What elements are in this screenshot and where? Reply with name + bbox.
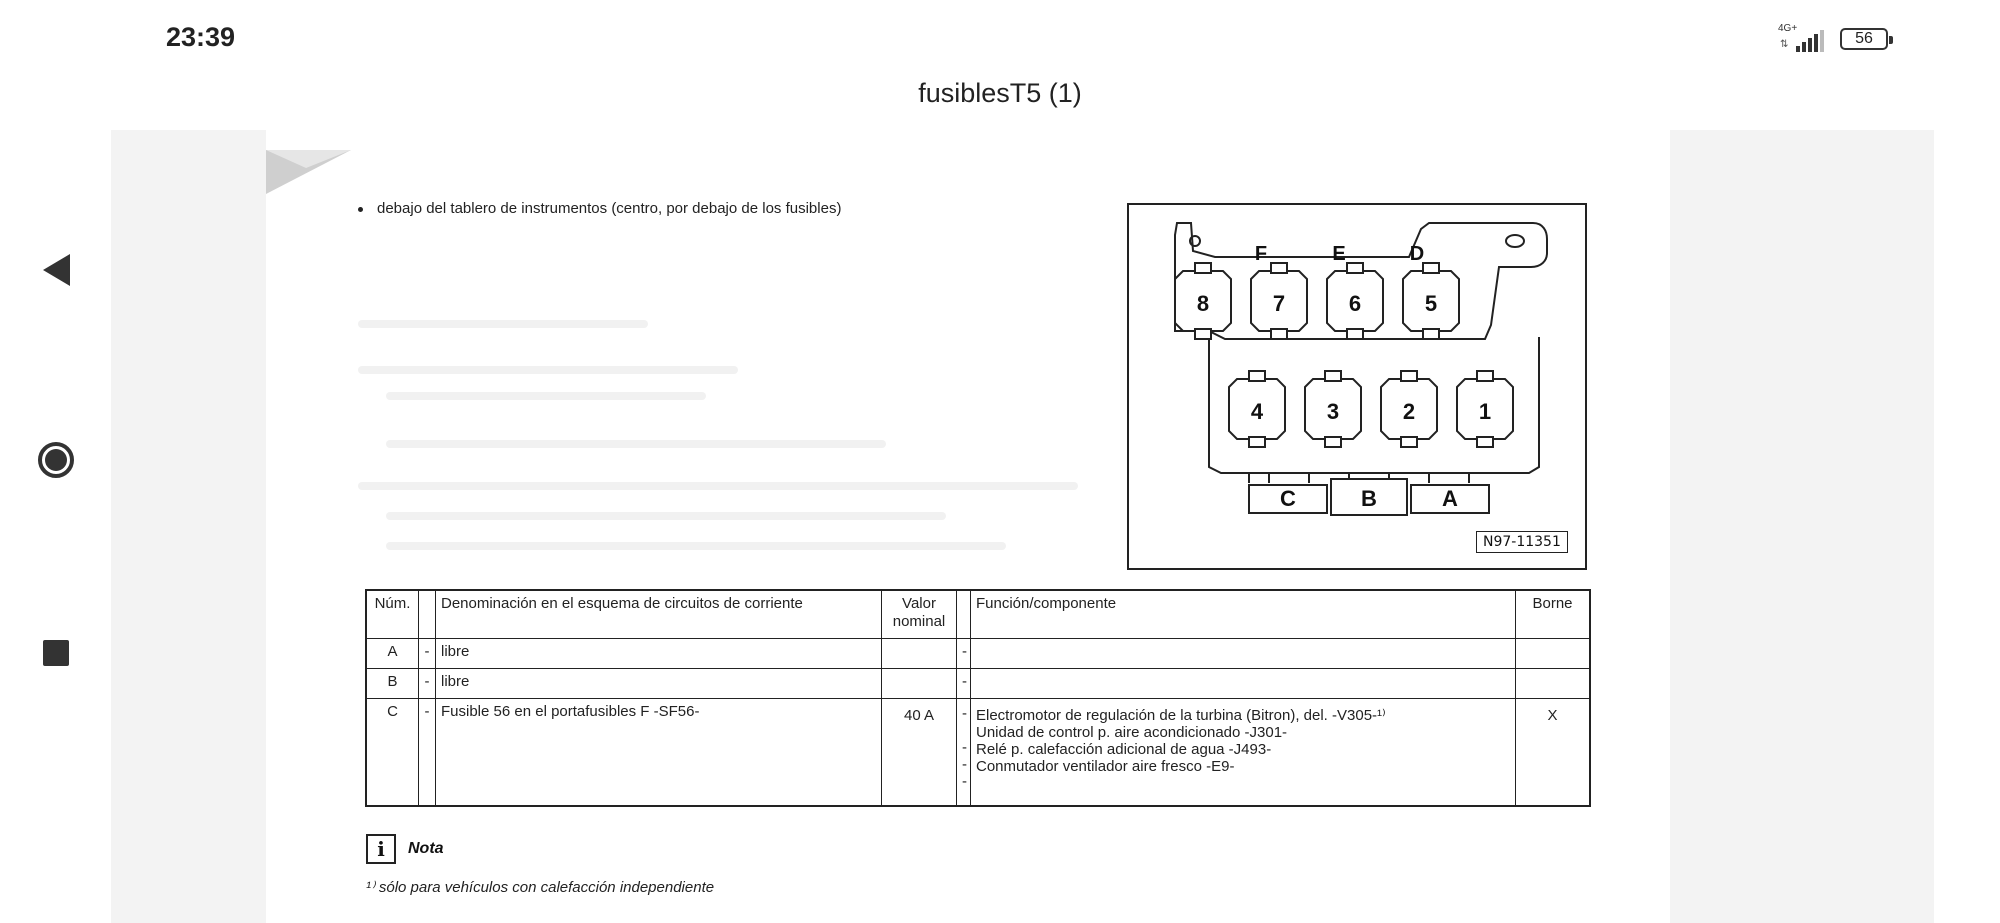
recents-icon (43, 640, 69, 666)
relay-terminal (1347, 263, 1363, 273)
table-row (367, 639, 1589, 669)
network-type: 4G+ (1778, 23, 1798, 34)
header-valor: Valor nominal (882, 591, 957, 638)
relay-terminal (1249, 437, 1265, 447)
connector-letter: C (1280, 486, 1296, 511)
cell-valor (882, 639, 957, 668)
table-row (367, 669, 1589, 699)
connector-letter: B (1361, 486, 1377, 511)
relay-terminal (1325, 371, 1341, 381)
connector-letter: A (1442, 486, 1458, 511)
cell-denominacion: libre (436, 639, 882, 668)
nota (366, 834, 444, 864)
header-borne: Borne (1532, 595, 1573, 612)
funcion-line: Unidad de control p. aire acondicionado -J301- (976, 724, 1288, 741)
cell-borne (1516, 669, 1589, 698)
page-corner-shadow (266, 148, 356, 208)
back-icon (43, 254, 70, 286)
relay-number: 5 (1424, 291, 1438, 316)
footnote: ¹⁾ sólo para vehículos con calefacción independiente (366, 879, 715, 896)
diagram-reference-code: N97-11351 (1476, 531, 1568, 553)
fuse-table (365, 589, 1591, 807)
relay-carrier-diagram (1127, 203, 1587, 570)
cell-funcion (971, 699, 1516, 805)
relay-number: 8 (1196, 291, 1210, 316)
header-denominacion: Denominación en el esquema de circuitos de corriente (436, 591, 882, 638)
document-page[interactable] (266, 130, 1670, 923)
cell-denominacion: Fusible 56 en el portafusibles F -SF56- (436, 699, 882, 805)
relay-terminal (1271, 263, 1287, 273)
cell-funcion (971, 639, 1516, 668)
relay-number: 2 (1402, 399, 1416, 424)
relay-terminal (1477, 371, 1493, 381)
position-letter: E (1332, 243, 1346, 265)
relay-number: 1 (1478, 399, 1492, 424)
cell-num: C (367, 699, 419, 805)
cell-borne: X (1547, 707, 1558, 724)
table-row (367, 699, 1589, 805)
cell-dash: - (419, 699, 436, 805)
cell-dash: - (957, 639, 971, 668)
relay-number: 4 (1250, 399, 1264, 424)
relay-terminal (1271, 329, 1287, 339)
cell-dash: - (419, 639, 436, 668)
relay-terminal (1477, 437, 1493, 447)
cell-denominacion: libre (436, 669, 882, 698)
cell-funcion (971, 669, 1516, 698)
status-time: 23:39 (166, 22, 236, 52)
relay-terminal (1401, 371, 1417, 381)
cell-valor: 40 A (882, 699, 957, 805)
table-header-row (367, 591, 1589, 639)
document-title: fusiblesT5 (1) (918, 78, 1082, 108)
battery-icon (1840, 28, 1888, 50)
status-icons (1778, 24, 1888, 54)
cell-dash: - (419, 669, 436, 698)
back-button[interactable] (28, 242, 84, 298)
cell-dash: - (957, 669, 971, 698)
battery-level: 56 (1855, 30, 1873, 47)
signal-icon (1778, 24, 1826, 54)
info-icon: i (366, 834, 396, 864)
nota-label: Nota (408, 840, 444, 857)
funcion-line: Electromotor de regulación de la turbina (Bitron), del. -V305-¹⁾ (976, 707, 1386, 724)
cell-dash: - - - - (957, 699, 971, 805)
cell-num: A (367, 639, 419, 668)
relay-terminal (1249, 371, 1265, 381)
relay-number: 6 (1348, 291, 1362, 316)
header-funcion: Función/componente (971, 591, 1516, 638)
funcion-line: Conmutador ventilador aire fresco -E9- (976, 758, 1235, 775)
cell-borne (1516, 639, 1589, 668)
recents-button[interactable] (28, 625, 84, 681)
home-icon (38, 442, 74, 478)
relay-number: 7 (1272, 291, 1286, 316)
relay-carrier-drawing (1129, 205, 1585, 568)
relay-terminal (1401, 437, 1417, 447)
home-button[interactable] (28, 432, 84, 488)
relay-terminal (1347, 329, 1363, 339)
relay-terminal (1423, 329, 1439, 339)
relay-terminal (1195, 329, 1211, 339)
position-letter: D (1409, 243, 1425, 265)
cell-valor (882, 669, 957, 698)
relay-terminal (1423, 263, 1439, 273)
relay-number: 3 (1326, 399, 1340, 424)
data-arrows-icon: ⇅ (1780, 39, 1789, 50)
relay-terminal (1325, 437, 1341, 447)
header-num: Núm. (367, 591, 419, 638)
cell-num: B (367, 669, 419, 698)
bullet-text: debajo del tablero de instrumentos (centro, por debajo de los fusibles) (358, 200, 841, 217)
position-letter: F (1254, 243, 1268, 265)
funcion-line: Relé p. calefacción adicional de agua -J493- (976, 741, 1272, 758)
relay-terminal (1195, 263, 1211, 273)
